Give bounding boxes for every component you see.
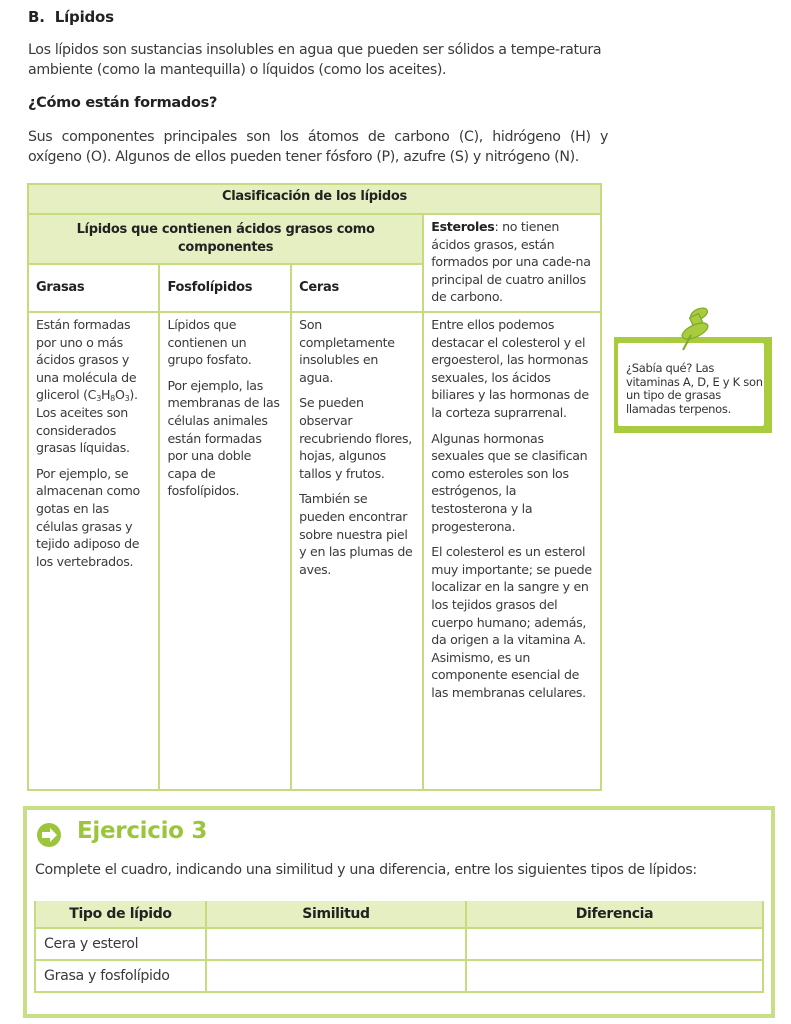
- diferencia-input[interactable]: [466, 960, 763, 992]
- row-tipo: Cera y esterol: [35, 928, 206, 960]
- diferencia-input[interactable]: [466, 928, 763, 960]
- similitud-input[interactable]: [206, 928, 466, 960]
- section-letter: B.: [28, 8, 45, 26]
- similitud-input[interactable]: [206, 960, 466, 992]
- esteroles-p3: El colesterol es un esterol muy importante; se puede localizar en la sangre y en los tejidos grasos del cuerpo humano; además, da origen a la vitamina A. Asimismo, es un componente esencial de las membranas celulares.: [431, 544, 592, 700]
- row-tipo: Grasa y fosfolípido: [35, 960, 206, 992]
- arrow-circle-icon: [36, 822, 62, 848]
- fosfolipidos-cell: [159, 312, 291, 790]
- fosfolipidos-p2: Por ejemplo, las membranas de las células animales están formadas por una doble capa de fosfolípidos.: [167, 377, 280, 499]
- esteroles-label: Esteroles: [431, 219, 495, 234]
- subheading: ¿Cómo están formados?: [28, 95, 218, 111]
- exercise-title: Ejercicio 3: [77, 818, 208, 844]
- ceras-p1: Son completamente insolubles en agua.: [299, 317, 395, 385]
- composition-paragraph: Sus componentes principales son los átomos de carbono (C), hidrógeno (H) y oxígeno (O). Algunos de ellos pueden tener fósforo (P), azufre (S) y nitrógeno (N).: [28, 129, 608, 165]
- esteroles-p2: Algunas hormonas sexuales que se clasifican como esteroles son los estrógenos, la testosterona y la progesterona.: [431, 430, 588, 534]
- note-text: ¿Sabía qué? Las vitaminas A, D, E y K son un tipo de grasas llamadas terpenos.: [626, 361, 763, 416]
- classification-table: [27, 183, 602, 791]
- fatty-acid-group-header: Lípidos que contienen ácidos grasos como componentes: [28, 214, 423, 264]
- col-header-fosfolipidos: Fosfolípidos: [159, 264, 291, 312]
- ceras-p3: También se pueden encontrar sobre nuestra piel y en las plumas de aves.: [299, 491, 413, 577]
- esteroles-p1: Entre ellos podemos destacar el colesterol y el ergoesterol, las hormonas sexuales, los ácidos biliares y las hormonas de la corteza suprarrenal.: [431, 317, 589, 420]
- exercise-instruction: Complete el cuadro, indicando una similitud y una diferencia, entre los siguientes tipos de lípidos:: [35, 862, 697, 878]
- section-heading: [28, 8, 114, 26]
- esteroles-header: [423, 214, 601, 312]
- ceras-cell: [291, 312, 423, 790]
- grasas-cell: [28, 312, 159, 790]
- section-title: Lípidos: [54, 8, 114, 26]
- header-similitud: Similitud: [206, 901, 466, 928]
- col-header-grasas: Grasas: [28, 264, 159, 312]
- classification-title: Clasificación de los lípidos: [28, 184, 601, 214]
- header-diferencia: Diferencia: [466, 901, 763, 928]
- pushpin-icon: [675, 304, 719, 352]
- col-header-ceras: Ceras: [291, 264, 423, 312]
- ceras-p2: Se pueden observar recubriendo flores, hojas, algunos tallos y frutos.: [299, 395, 412, 481]
- grasas-p1: Están formadas por uno o más ácidos grasos y una molécula de glicerol $(C_3H_8O_3)$. Los aceites son considerados grasas líquidas.: [36, 317, 138, 456]
- table-row: [35, 928, 763, 960]
- table-row: [35, 960, 763, 992]
- exercise-table: [34, 901, 764, 993]
- esteroles-desc: : no tienen ácidos grasos, están formados por una cade-na principal de cuatro anillos de carbono.: [431, 219, 591, 305]
- intro-paragraph: Los lípidos son sustancias insolubles en agua que pueden ser sólidos a tempe-ratura ambiente (como la mantequilla) o líquidos (como los aceites).: [28, 42, 602, 78]
- fosfolipidos-p1: Lípidos que contienen un grupo fosfato.: [167, 317, 252, 368]
- grasas-p2: Por ejemplo, se almacenan como gotas en las células grasas y tejido adiposo de los vertebrados.: [36, 465, 140, 569]
- esteroles-cell: [423, 312, 601, 790]
- header-tipo: Tipo de lípido: [35, 901, 206, 928]
